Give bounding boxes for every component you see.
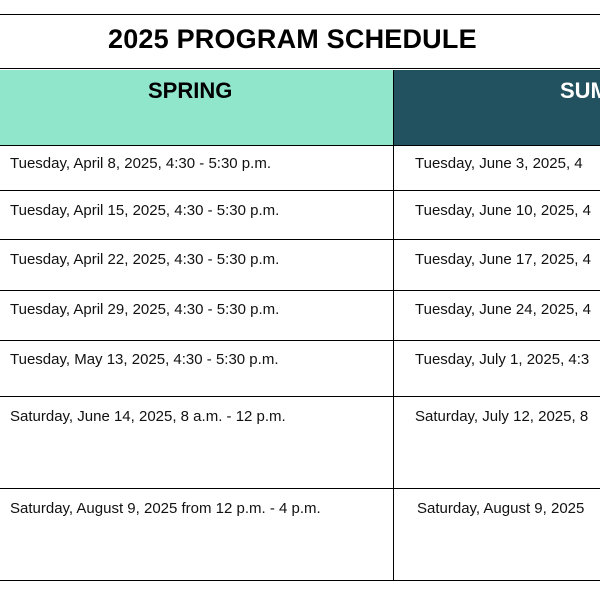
spring-header-label: SPRING — [148, 78, 233, 103]
summer-header-label: SUM — [560, 78, 609, 103]
row-divider — [0, 290, 600, 291]
summer-cell: Tuesday, June 3, 2025, 4 — [415, 155, 583, 172]
summer-column-header — [394, 70, 609, 145]
spring-cell: Tuesday, April 22, 2025, 4:30 - 5:30 p.m. — [10, 251, 280, 268]
summer-cell: Saturday, August 9, 2025 — [417, 500, 585, 517]
row-divider — [0, 190, 600, 191]
row-divider — [0, 239, 600, 240]
header-column-divider — [393, 70, 394, 145]
column-divider — [393, 146, 394, 580]
table-bottom-border — [0, 580, 600, 581]
spring-cell: Saturday, June 14, 2025, 8 a.m. - 12 p.m. — [10, 408, 286, 425]
summer-cell: Tuesday, June 17, 2025, 4 — [415, 251, 591, 268]
summer-cell: Tuesday, June 24, 2025, 4 — [415, 301, 591, 318]
spring-cell: Tuesday, April 8, 2025, 4:30 - 5:30 p.m. — [10, 155, 271, 172]
row-divider — [0, 340, 600, 341]
header-bottom-border — [0, 145, 600, 146]
spring-column-header — [0, 70, 394, 145]
summer-cell: Saturday, July 12, 2025, 8 — [415, 408, 589, 425]
spring-cell: Tuesday, May 13, 2025, 4:30 - 5:30 p.m. — [10, 351, 279, 368]
row-divider — [0, 488, 600, 489]
page-title: 2025 PROGRAM SCHEDULE — [108, 24, 477, 54]
spring-cell: Tuesday, April 15, 2025, 4:30 - 5:30 p.m. — [10, 202, 280, 219]
summer-cell: Tuesday, June 10, 2025, 4 — [415, 202, 591, 219]
spring-cell: Saturday, August 9, 2025 from 12 p.m. - 4 p.m. — [10, 500, 321, 517]
title-row — [0, 15, 600, 69]
row-divider — [0, 396, 600, 397]
spring-cell: Tuesday, April 29, 2025, 4:30 - 5:30 p.m. — [10, 301, 280, 318]
summer-cell: Tuesday, July 1, 2025, 4:3 — [415, 351, 590, 368]
